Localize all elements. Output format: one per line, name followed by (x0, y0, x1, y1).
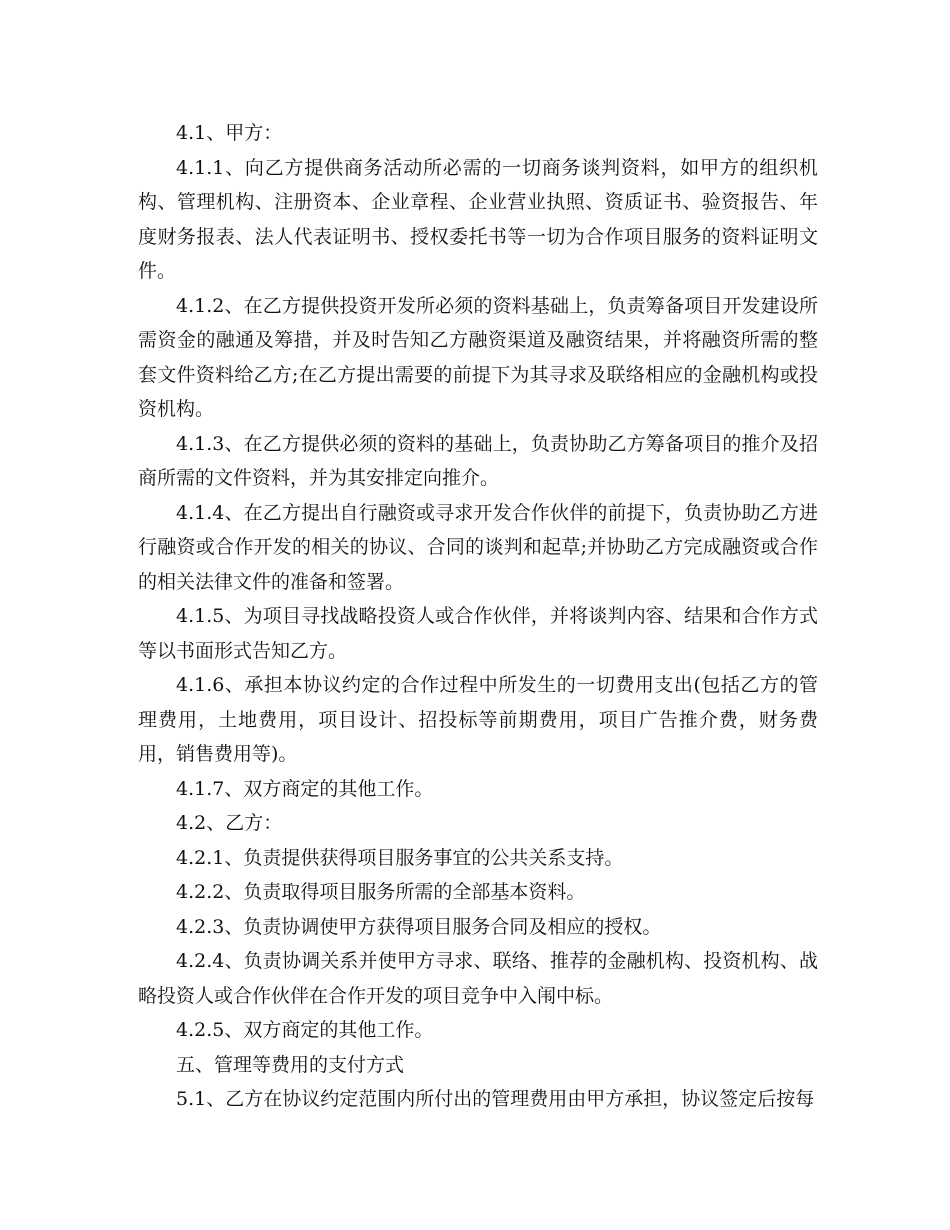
clause-4-2-5: 4.2.5、双方商定的其他工作。 (176, 1019, 434, 1041)
section-heading-4-1: 4.1、甲方： (176, 122, 283, 144)
clause-4-1-4: 4.1.4、在乙方提出自行融资或寻求开发合作伙伴的前提下，负责协助乙方进行融资或合作开发的相关的协议、合同的谈判和起草;并协助乙方完成融资或合作的相关法律文件的准备和签署。 (138, 501, 818, 593)
clause-4-1-6: 4.1.6、承担本协议约定的合作过程中所发生的一切费用支出(包括乙方的管理费用，土地费用，项目设计、招投标等前期费用，项目广告推介费，财务费用，销售费用等)。 (138, 674, 818, 765)
clause-4-2-3: 4.2.3、负责协调使甲方获得项目服务合同及相应的授权。 (176, 915, 662, 938)
clause-4-1-2: 4.1.2、在乙方提供投资开发所必须的资料基础上，负责筹备项目开发建设所需资金的融通及筹措，并及时告知乙方融资渠道及融资结果，并将融资所需的整套文件资料给乙方;在乙方提出需要的前提下为其寻求及联络相应的金融机构或投资机构。 (138, 294, 818, 420)
clause-5-1: 5.1、乙方在协议约定范围内所付出的管理费用由甲方承担，协议签定后按每 (176, 1088, 815, 1110)
clause-4-1-1: 4.1.1、向乙方提供商务活动所必需的一切商务谈判资料，如甲方的组织机构、管理机构、注册资本、企业章程、企业营业执照、资质证书、验资报告、年度财务报表、法人代表证明书、授权委托书等一切为合作项目服务的资料证明文件。 (138, 156, 818, 282)
clause-4-1-5: 4.1.5、为项目寻找战略投资人或合作伙伴，并将谈判内容、结果和合作方式等以书面形式告知乙方。 (138, 605, 818, 662)
section-heading-4-2: 4.2、乙方： (176, 812, 283, 834)
document-body (138, 116, 818, 1117)
section-heading-5: 五、管理等费用的支付方式 (176, 1053, 405, 1076)
clause-4-2-4: 4.2.4、负责协调关系并使甲方寻求、联络、推荐的金融机构、投资机构、战略投资人或合作伙伴在合作开发的项目竞争中入闱中标。 (138, 950, 818, 1007)
clause-4-2-2: 4.2.2、负责取得项目服务所需的全部基本资料。 (176, 881, 586, 903)
clause-4-1-7: 4.1.7、双方商定的其他工作。 (176, 777, 434, 800)
clause-4-1-3: 4.1.3、在乙方提供必须的资料的基础上，负责协助乙方筹备项目的推介及招商所需的文件资料，并为其安排定向推介。 (138, 432, 818, 489)
clause-4-2-1: 4.2.1、负责提供获得项目服务事宜的公共关系支持。 (176, 846, 624, 869)
